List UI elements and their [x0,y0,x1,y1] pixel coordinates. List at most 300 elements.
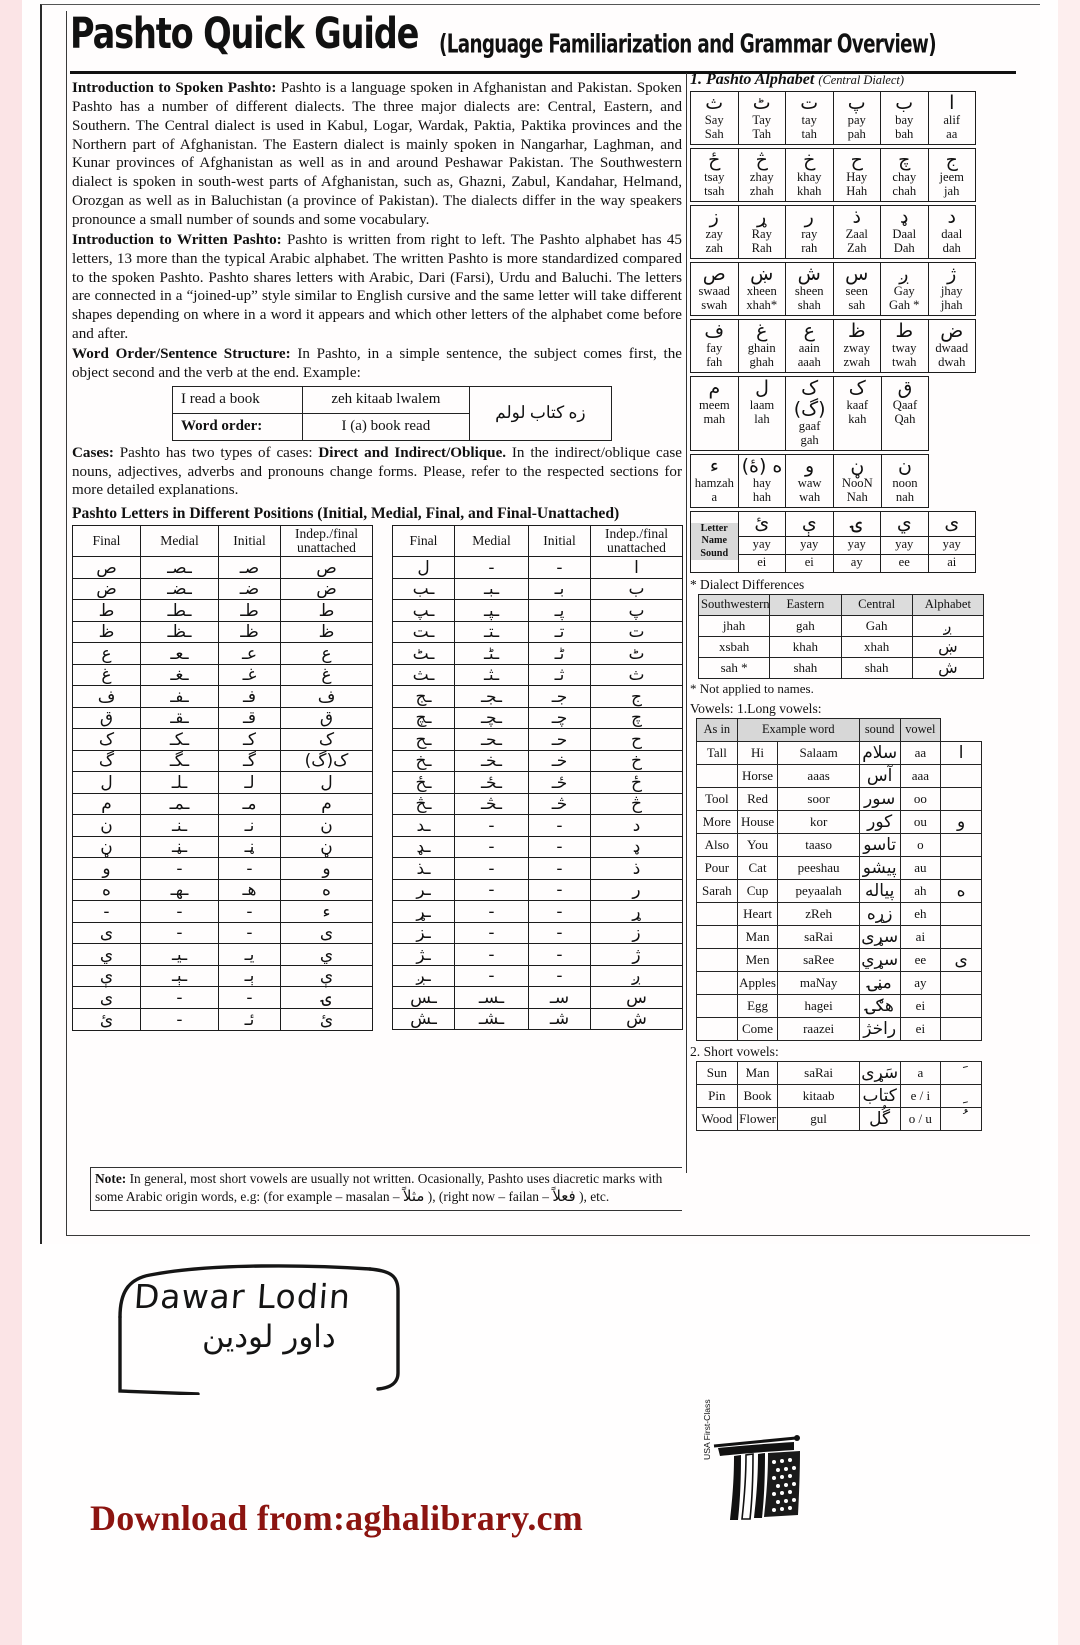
cell-independent: د [591,815,683,837]
alphabet-letter-cell [691,92,739,145]
letter-name: Hay [846,170,868,185]
cell-independent: ه [281,879,373,901]
cell-initial: ظـ [219,621,281,643]
stamp-label: USA First-Class [702,1399,712,1460]
table-row [73,944,373,966]
letter-glyph: ط [895,319,914,342]
table-row [699,636,984,657]
cell-independent: ف [281,686,373,708]
table-row [697,1084,982,1107]
cell-medial: ـجـ [455,686,529,708]
cell-final: ـژ [393,944,455,966]
cell-final: ظ [73,621,141,643]
table-row [73,922,373,944]
bottom-note-line2b: ), (right now – failan – [424,1189,553,1205]
cell-initial: څـ [529,793,591,815]
alphabet-letter-cell [738,376,786,450]
document-page [22,0,1058,1645]
vowel-letter [941,787,982,810]
cell-initial: - [529,858,591,880]
cell-independent: پ [591,600,683,622]
cell-independent: ع [281,643,373,665]
alphabet-letter-cell [691,454,739,507]
letter-glyph: ب [895,92,914,114]
letter-name: pay [847,113,866,128]
word-order-label-cell: Word order: [173,413,303,440]
word-order-gloss: I (a) book read [302,413,469,440]
cell-independent: ب [591,578,683,600]
table-row [393,600,683,622]
yay-sound-cell: ei [738,555,786,573]
cell-medial: - [141,987,219,1009]
alphabet-letter-cell [833,92,881,145]
table-row [697,971,982,994]
table-row [393,815,683,837]
cell-medial: ـسـ [455,987,529,1009]
table-row [73,815,373,837]
alphabet-letter-cell [928,262,976,315]
table-row [73,600,373,622]
cell-medial: ـچـ [455,707,529,729]
long-vowels-table [696,718,982,1041]
letter-glyph: ح [850,148,863,171]
cell-final: - [73,901,141,923]
table-row [691,148,976,201]
letter-name: ray [801,227,818,242]
yay-sound-cell: ai [928,555,976,573]
cell-final: ـش [393,1008,455,1030]
letter-name: gaaf [798,419,821,434]
letter-name: seen [845,284,868,299]
letter-glyph: ص [702,262,726,285]
vowel-sound: e / i [900,1084,941,1107]
table-row [73,707,373,729]
dialect-header-cell: Central [841,594,912,615]
cell-independent: ل [281,772,373,794]
table-row [393,750,683,772]
vowel-asin [697,948,738,971]
vowel-translit: peeshau [778,856,859,879]
alphabet-letter-cell [881,376,929,450]
cell-medial: ـلـ [141,772,219,794]
letter-sound: nah [895,490,915,505]
table-row [691,376,977,450]
cell-medial: ـظـ [141,621,219,643]
table-row [393,664,683,686]
vowel-letter [941,1017,982,1040]
usa-flag-stamp-icon [708,1432,804,1528]
vowel-pashto: هګۍ [859,994,900,1017]
letter-glyph: ژ [947,262,957,285]
letter-name: zay [705,227,723,242]
letter-sound: tsah [704,184,725,199]
vowel-english: Book [737,1084,778,1107]
cell-initial: طـ [219,600,281,622]
cell-initial: فـ [219,686,281,708]
letter-sound: shah [797,297,821,312]
cell-initial: - [529,836,591,858]
vowel-english: Man [737,925,778,948]
table-row [73,858,373,880]
letter-sound: Sah [704,127,724,142]
letter-sound: sah [848,297,866,312]
cell-independent: ر [591,879,683,901]
long-vowels-body [697,718,982,1040]
vowel-asin: Pour [697,856,738,879]
letter-sound: dah [942,241,961,256]
cell-initial: حـ [529,729,591,751]
cell-initial: جـ [529,686,591,708]
cell-independent: ط [281,600,373,622]
col-independent: Indep./final unattached [281,526,373,557]
paragraph-written-intro [72,231,682,344]
positions-heading: Pashto Letters in Different Positions (Initial, Medial, Final, and Final-Unattached) [72,505,620,523]
paragraph-word-order [72,345,682,383]
vowel-sound: aa [900,741,941,764]
scanned-sheet [40,4,1040,1244]
letter-glyph: ن [897,454,912,477]
vowel-letter: ا [941,741,982,764]
table-row [699,657,984,678]
cell-initial: پـ [529,600,591,622]
letter-name: alif [943,113,961,128]
table-row [73,729,373,751]
letter-glyph: ځ [708,148,721,171]
short-vowels-table [696,1061,982,1131]
vowel-pashto: پیشو [859,856,900,879]
cell-medial: ـضـ [141,578,219,600]
alphabet-letter-cell [691,262,739,315]
bottom-note-arabic-1: مثلاً [402,1187,425,1206]
cell-medial: - [455,815,529,837]
letter-sound: Qah [894,411,916,426]
col-initial: Initial [529,526,591,557]
alphabet-letter-cell [786,92,834,145]
yay-name-cell: yay [786,537,834,555]
dialect-cell: ښ [912,636,983,657]
table-row [393,836,683,858]
vowel-asin: Pin [697,1084,738,1107]
cell-independent: ث [591,664,683,686]
vowel-translit: maNay [778,971,859,994]
vowel-letter [941,902,982,925]
letter-sound: khah [797,184,822,199]
cell-final: ـڅ [393,793,455,815]
alphabet-row-table [690,148,976,202]
vowel-sound: ah [900,879,941,902]
vowel-translit: saRai [778,925,859,948]
letter-glyph: ر [804,205,814,228]
cell-final: ـٹ [393,643,455,665]
vowel-translit: saRai [778,1061,859,1084]
dialect-table [698,594,984,679]
letter-glyph: ع [803,319,815,342]
vowel-pashto: راخژ [859,1017,900,1040]
letter-name: tay [801,113,817,128]
word-order-pashto: زه کتاب لولم [469,386,611,440]
cell-initial: هـ [219,879,281,901]
table-row [393,686,683,708]
alphabet-letter-cell [691,376,739,450]
cell-initial: - [219,922,281,944]
dialect-header-cell: Alphabet [912,594,983,615]
cell-final: ـډ [393,836,455,858]
alphabet-letter-cell [881,92,929,145]
table-row [691,262,976,315]
vowel-english: Apples [737,971,778,994]
cell-medial: ـصـ [141,557,219,579]
cell-independent: ۍ [281,987,373,1009]
alphabet-letter-cell [691,148,739,201]
letter-name: fay [706,341,723,356]
dialect-cell: ش [912,657,983,678]
letter-name: aain [798,341,820,356]
cell-initial: تـ [529,621,591,643]
cell-final: ص [73,557,141,579]
alphabet-letter-cell [786,376,834,450]
vowel-asin: Tool [697,787,738,810]
cell-independent: و [281,858,373,880]
letter-sound: fah [706,354,723,369]
letter-name: meem [698,398,730,413]
text-written-intro: Pashto is written from right to left. The Pashto alphabet has 45 letters, 13 more than the typical Arabic alphabet. The written Pashto is more standardized compared to the spoken Pashto. Pashto shares letters with Arabic, Dari (Farsi), Urdu and Baluchi. The letters are connected in a “joined-up” style similar to English cursive and the same letter will take different shapes depending on where in a word it appears and which other letters of the alphabet come before and after. [72,231,682,343]
letter-sound: jah [944,184,960,199]
cell-independent: ظ [281,621,373,643]
letter-sound: Nah [846,490,868,505]
table-header-row [697,718,982,741]
vowel-letter [941,994,982,1017]
cell-final: ـر [393,879,455,901]
letter-name: zhay [749,170,774,185]
yay-glyph-cell: ي [881,511,929,536]
letter-sound: dwah [938,354,966,369]
scan-edge-left [0,0,22,1645]
vowel-asin: Tall [697,741,738,764]
alphabet-letter-cell [738,262,786,315]
vowel-translit: zReh [778,902,859,925]
vowel-english: Hi [737,741,778,764]
cell-final: ط [73,600,141,622]
table-header-row [393,526,683,557]
table-row [691,92,976,145]
table-row [73,664,373,686]
cell-medial: ـځـ [455,772,529,794]
letter-glyph: ذ [852,205,861,228]
letter-glyph: ک [848,376,866,399]
alphabet-title [690,71,992,89]
alphabet-letter-cell [833,148,881,201]
vowel-asin [697,1017,738,1040]
cell-medial: ـنـ [141,815,219,837]
alphabet-letter-cell [691,319,739,372]
col-initial: Initial [219,526,281,557]
cell-initial: - [529,901,591,923]
letter-glyph: س [845,262,869,285]
letter-sound: zwah [843,354,871,369]
cell-initial: عـ [219,643,281,665]
vowel-pashto: سَړی [861,1062,899,1083]
vowel-translit: gul [778,1107,859,1130]
letter-glyph: ښ [750,262,774,285]
vowel-asin: Sun [697,1061,738,1084]
letter-name: tsay [704,170,725,185]
text-cases-b: In the indirect/oblique case nouns, adjectives, adverbs and pronouns change forms. Please, refer to the respected sections for more detailed explanations. [72,444,682,499]
letter-name: daal [941,227,963,242]
cell-final: ـب [393,578,455,600]
alphabet-letter-cell [928,319,976,372]
cell-independent: ی [281,922,373,944]
alphabet-title-text: 1. Pashto Alphabet [690,71,815,88]
letter-glyph: و [805,454,815,477]
alphabet-letter-cell [928,205,976,258]
cell-independent: ت [591,621,683,643]
vowel-letter [941,833,982,856]
cell-medial: - [455,557,529,579]
cell-initial: بـ [529,578,591,600]
vowel-english: Come [737,1017,778,1040]
dialect-header-cell: Southwestern [699,594,770,615]
table-row [393,901,683,923]
letter-glyph: څ [755,148,768,171]
vowel-pashto: سلام [859,741,900,764]
letter-glyph: (ۀ) ه [741,454,783,477]
vowel-english: Egg [737,994,778,1017]
positions-table-left [72,525,373,1031]
cell-initial: خـ [529,750,591,772]
vowel-pashto: گُل [859,1107,900,1130]
letter-glyph: چ [898,148,911,171]
cell-final: ـت [393,621,455,643]
col-final: Final [393,526,455,557]
cell-initial: چـ [529,707,591,729]
yay-glyph-cell: ې [786,511,834,536]
vowel-english: Man [737,1061,778,1084]
table-row [697,833,982,856]
cell-independent: ٹ [591,643,683,665]
alphabet-yay-table [690,511,976,573]
letter-glyph: ض [940,319,964,342]
table-row [697,994,982,1017]
letter-sound: ghah [749,354,774,369]
table-row [73,901,373,923]
letter-glyph: د [947,205,956,228]
cell-final: ـږ [393,965,455,987]
alphabet-letter-cell [833,454,881,507]
vowel-sound: ai [900,925,941,948]
table-row [393,793,683,815]
cell-initial: شـ [529,1008,591,1030]
table-row [393,922,683,944]
bottom-note-line1: In general, most short vowels are usually not written. Ocasionally, Pashto uses diacretic marks [126,1171,636,1186]
cases-prose [72,444,682,501]
table-row [73,987,373,1009]
intro-prose [72,79,682,383]
letter-name: Say [704,113,724,128]
cell-initial: يـ [219,944,281,966]
cell-independent: ج [591,686,683,708]
letter-name: khay [797,170,822,185]
letter-name: jeem [939,170,964,185]
cell-initial: مـ [219,793,281,815]
download-footer-text: Download from:aghalibrary.cm [90,1498,583,1538]
alphabet-letter-cell [738,454,786,507]
letter-sound: Gah * [889,297,920,312]
alphabet-letter-cell [881,319,929,372]
letter-sound: gah [800,433,819,448]
letter-glyph: م [708,376,721,399]
cell-initial: ځـ [529,772,591,794]
letter-name: dwaad [935,341,969,356]
cell-initial: - [529,879,591,901]
letter-name: hamzah [694,476,734,491]
cell-final: ـس [393,987,455,1009]
vowel-pashto: مڼۍ [859,971,900,994]
vowel-translit: Salaam [778,741,859,764]
alphabet-letter-cell [833,262,881,315]
cell-independent: س [591,987,683,1009]
label-spoken-intro: Introduction to Spoken Pashto: [72,80,277,96]
alphabet-letter-cell [833,205,881,258]
table-row [393,944,683,966]
table-row [697,1107,982,1130]
vowel-sound: o / u [900,1107,941,1130]
cell-medial: ـطـ [141,600,219,622]
column-divider [686,73,687,1173]
vowel-letter [941,1084,982,1107]
cell-independent: ډ [591,836,683,858]
short-vowels-label: 2. Short vowels: [690,1043,779,1059]
cell-medial: ـتـ [455,621,529,643]
alphabet-row-table [690,91,976,145]
letter-name: noon [892,476,918,491]
alphabet-letter-cell [786,262,834,315]
letter-name: ghain [747,341,776,356]
cell-medial: ـشـ [455,1008,529,1030]
letter-name: tway [892,341,917,356]
cell-initial: - [219,858,281,880]
cell-medial: ـهـ [141,879,219,901]
cell-final: ـث [393,664,455,686]
text-cases-bold: Direct and Indirect/Oblique. [318,444,507,461]
vowel-pashto: پیاله [859,879,900,902]
cell-medial: ـٹـ [455,643,529,665]
cell-final: ڼ [73,836,141,858]
vowel-sound: eh [900,902,941,925]
cell-medial: - [141,901,219,923]
table-row [697,787,982,810]
yay-sound-cell: ei [786,555,834,573]
cell-medial: ـپـ [455,600,529,622]
table-row [73,578,373,600]
cell-independent: ئ [281,1009,373,1031]
letter-sound: tah [801,127,817,142]
yay-sound-cell: ay [833,555,881,573]
vowel-asin [697,994,738,1017]
letter-glyph: ث [705,92,724,114]
dialect-cell: ږ [912,615,983,636]
alphabet-letter-cell [786,454,834,507]
cell-medial: - [455,901,529,923]
letter-glyph: ږ [899,262,910,285]
cell-medial: - [455,965,529,987]
vowel-letter [941,764,982,787]
letter-name: waw [797,476,822,491]
title-main: Pashto Quick Guide [70,10,419,59]
cell-independent: ژ [591,944,683,966]
vowel-sound: o [900,833,941,856]
vowel-pashto: سړي [861,949,899,970]
vowel-translit: soor [778,787,859,810]
